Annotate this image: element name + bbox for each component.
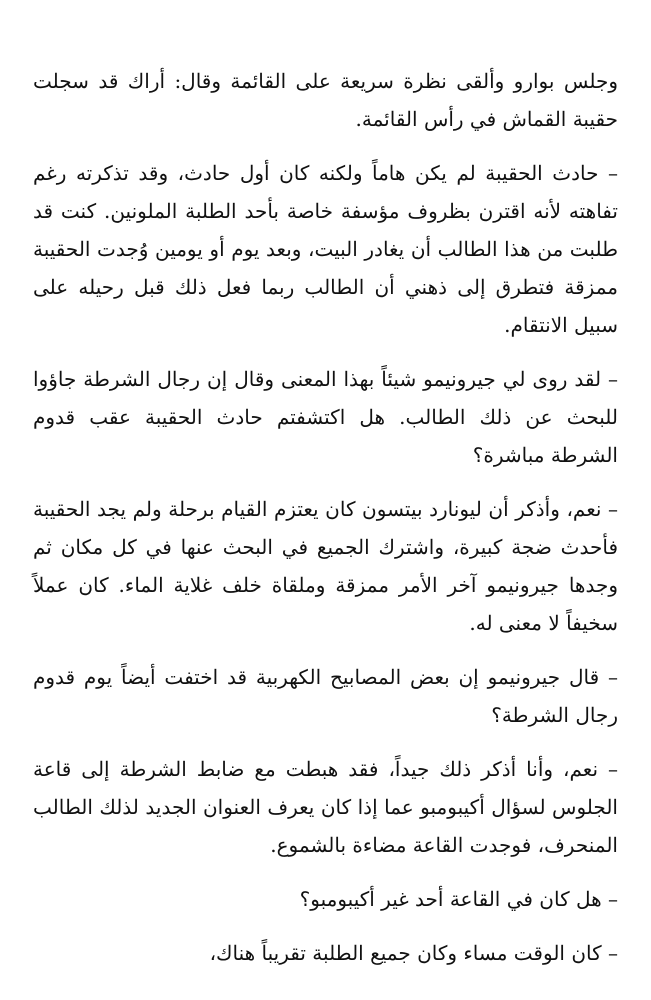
book-page [0,62,651,988]
paragraph-2: – حادث الحقيبة لم يكن هاماً ولكنه كان أول حادث، وقد تذكرته رغم تفاهته لأنه اقترن بظروف مؤسفة خاصة بأحد الطلبة الملونين. كنت قد طلبت من هذا الطالب أن يغادر البيت، وبعد يوم أو يومين وُجدت الحقيبة ممزقة فتطرق إلى ذهني أن الطالب ربما فعل ذلك قبل رحيله على سبيل الانتقام. [33,161,618,337]
paragraph-3: – لقد روى لي جيرونيمو شيئاً بهذا المعنى وقال إن رجال الشرطة جاؤوا للبحث عن ذلك الطالب. هل اكتشفتم حادث الحقيبة عقب قدوم الشرطة مباشرة؟ [33,367,618,467]
paragraph-4: – نعم، وأذكر أن ليونارد بيتسون كان يعتزم القيام برحلة ولم يجد الحقيبة فأحدث ضجة كبيرة، واشترك الجميع في البحث عنها في كل مكان ثم وجدها جيرونيمو آخر الأمر ممزقة وملقاة خلف غلاية الماء. كان عملاً سخيفاً لا معنى له. [33,497,618,635]
paragraph-7: – هل كان في القاعة أحد غير أكيبومبو؟ [299,887,618,911]
paragraph-1: وجلس بوارو وألقى نظرة سريعة على القائمة وقال: أراك قد سجلت حقيبة القماش في رأس القائمة. [33,69,618,131]
paragraph-8: – كان الوقت مساء وكان جميع الطلبة تقريباً هناك، [209,941,618,965]
paragraph-6: – نعم، وأنا أذكر ذلك جيداً، فقد هبطت مع ضابط الشرطة إلى قاعة الجلوس لسؤال أكيبومبو عما إذا كان يعرف العنوان الجديد لذلك الطالب المنحرف، فوجدت القاعة مضاءة بالشموع. [33,757,618,857]
paragraph-5: – قال جيرونيمو إن بعض المصابيح الكهربية قد اختفت أيضاً يوم قدوم رجال الشرطة؟ [33,665,618,727]
